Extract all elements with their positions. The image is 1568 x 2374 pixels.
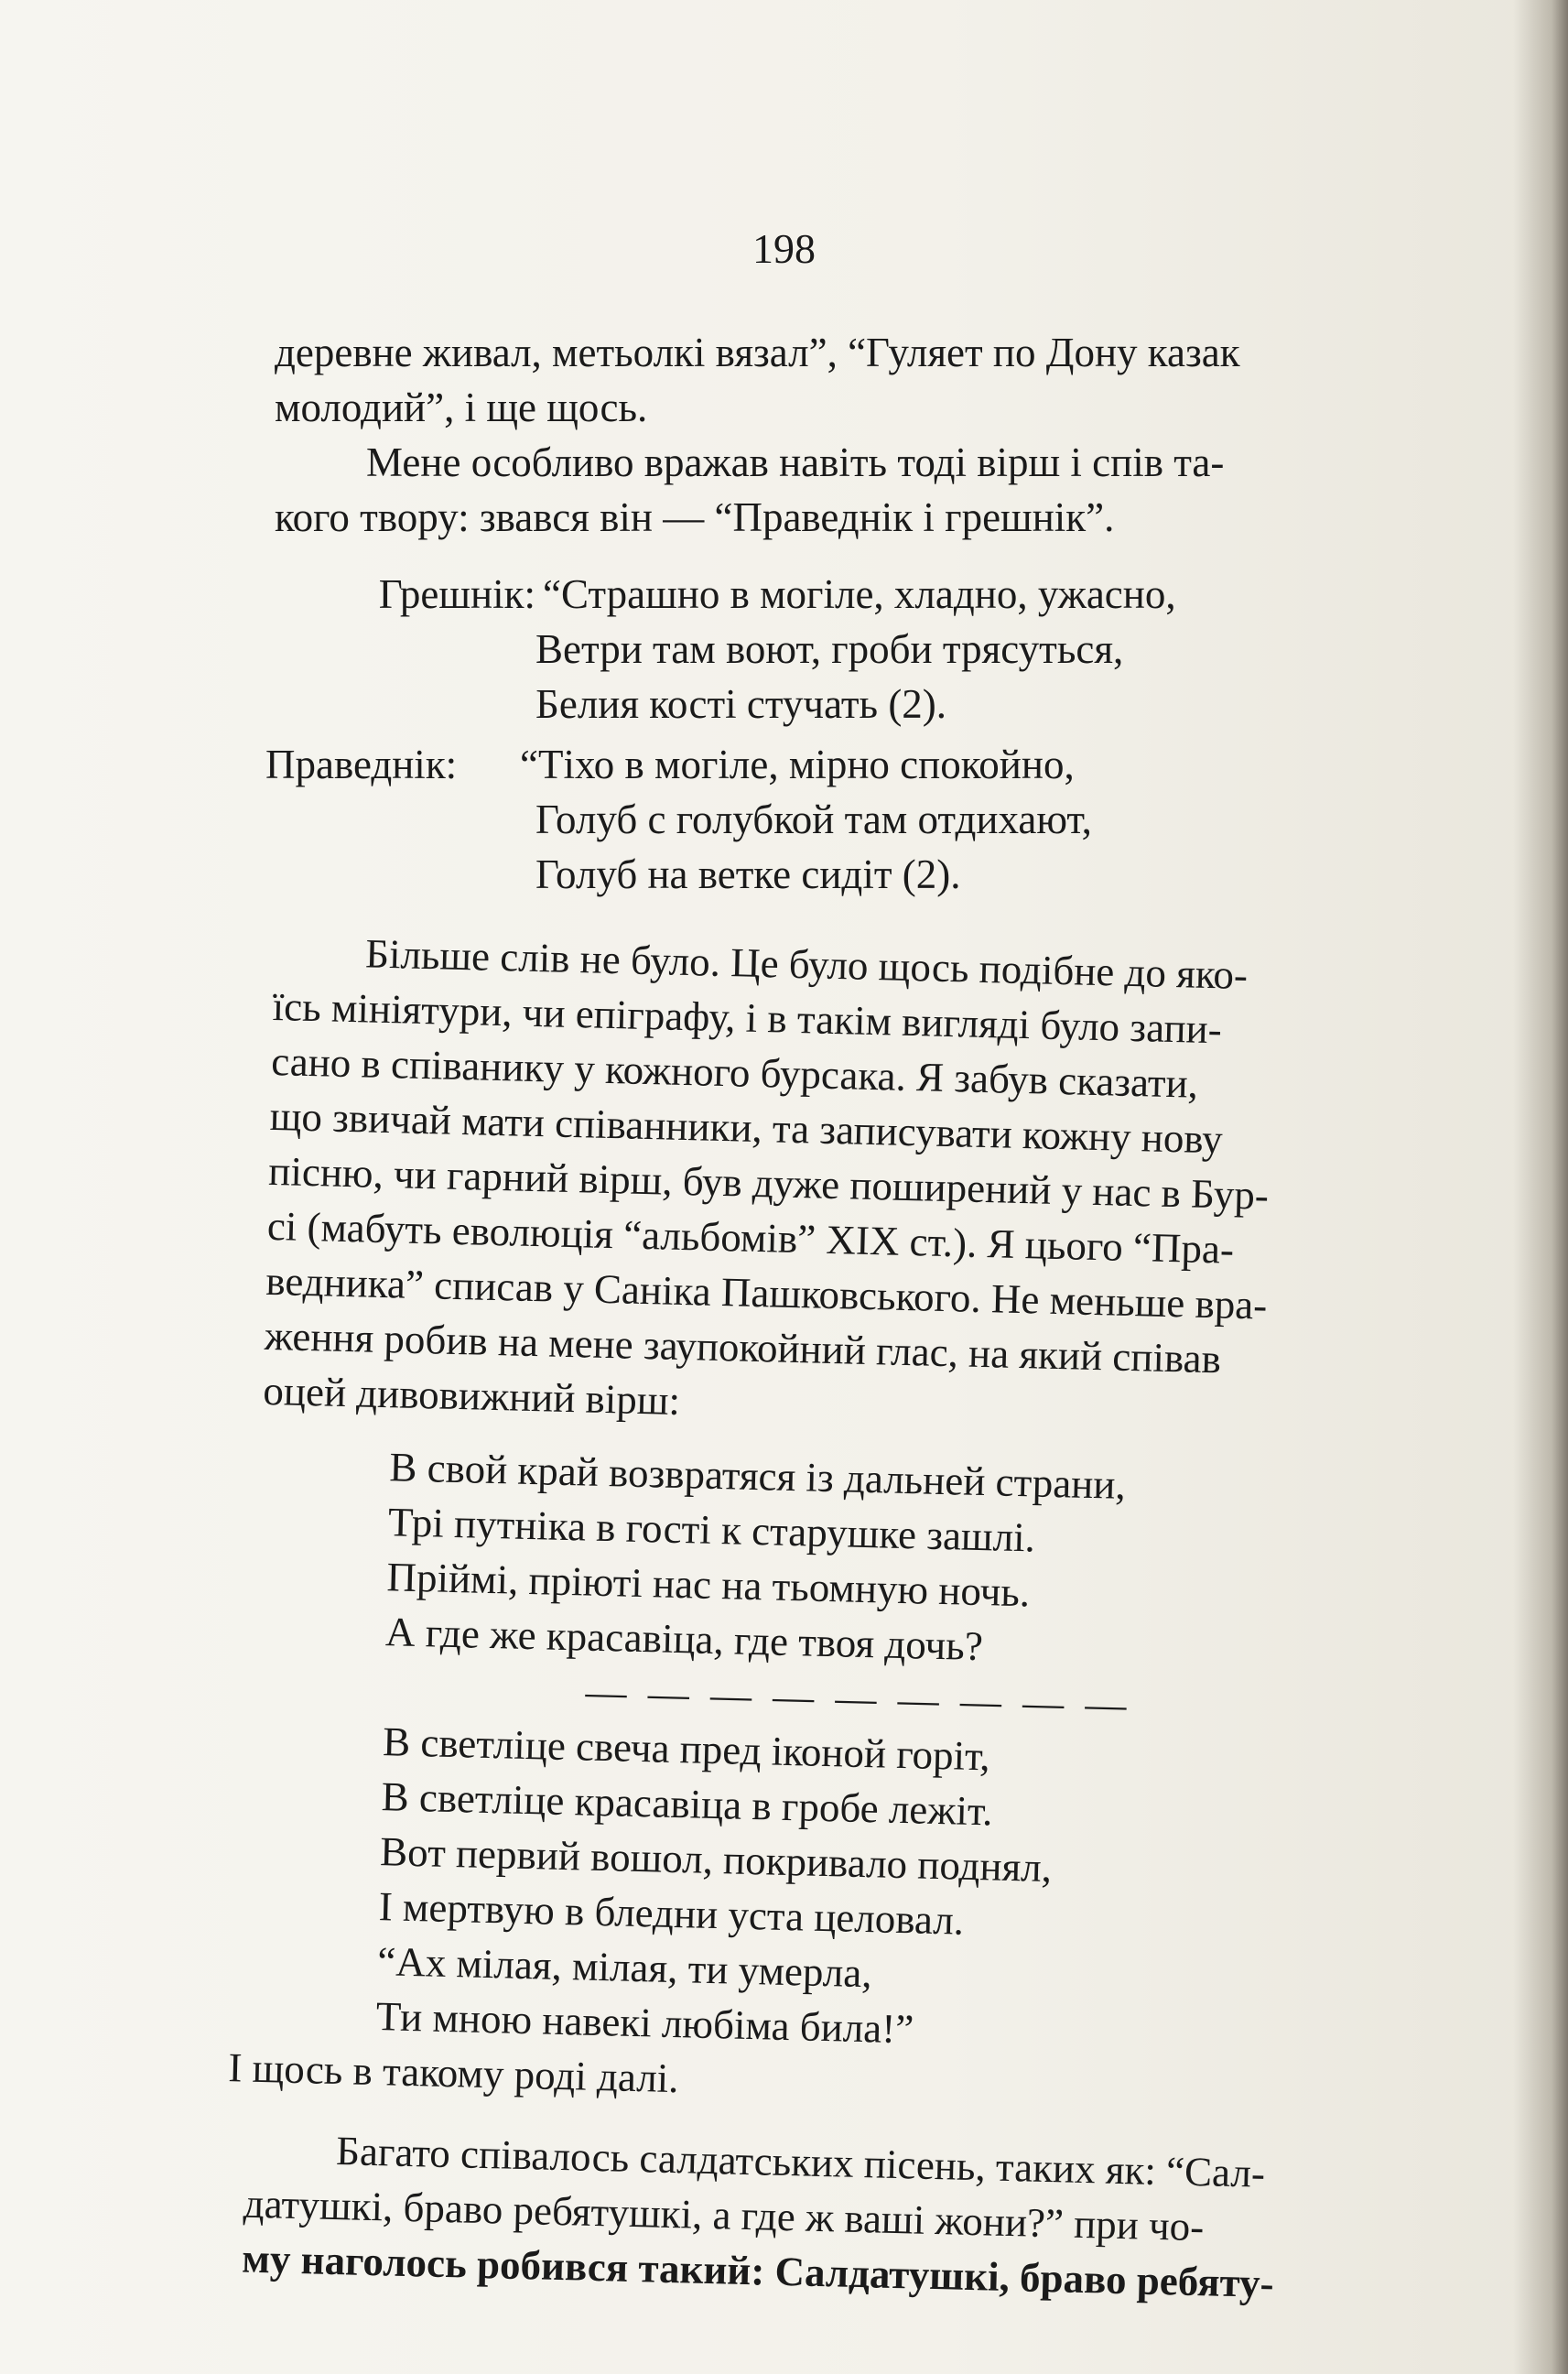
text-line: ведника” списав у Саніка Пашковського. Не меньше вра- bbox=[265, 1257, 1268, 1328]
text-line: Мене особливо вражав навіть тоді вірш і спів та- bbox=[366, 439, 1225, 485]
verse-line bbox=[275, 567, 1510, 622]
text-line: оцей дивовижний вірш: bbox=[262, 1367, 681, 1424]
page-text bbox=[227, 325, 1510, 2307]
verse-line: А где же красавіца, где твоя дочь? bbox=[384, 1609, 984, 1670]
speaker-righteous: Праведнік: bbox=[265, 742, 458, 787]
verse-line: “Ах мілая, мілая, ти умерла, bbox=[376, 1938, 873, 1997]
verse-line bbox=[265, 737, 1510, 792]
verse-line: В светліце красавіца в гробе лежіт. bbox=[381, 1773, 994, 1835]
text-line: деревне живал, метьолкі вязал”, “Гуляет по Дону казак bbox=[275, 330, 1240, 375]
text-line: му наголось робився такий: Салдатушкі, браво ребяту- bbox=[241, 2235, 1275, 2307]
poem-stanza-2 bbox=[247, 1711, 1490, 2071]
paragraph-3 bbox=[263, 924, 1510, 1448]
text-line: що звичай мати співанники, та записувати кожну нову bbox=[269, 1092, 1224, 1163]
text-line: їсь мініятури, чи епіграфу, і в такім вигляді було запи- bbox=[272, 982, 1223, 1053]
text-line: сано в співанику у кожного бурсака. Я забув сказати, bbox=[270, 1037, 1199, 1107]
stanza-divider: — — — — — — — — — bbox=[585, 1668, 1133, 1729]
page-number: 198 bbox=[752, 225, 816, 272]
text-line: Багато співалось салдатських пісень, таких як: “Сал- bbox=[335, 2128, 1266, 2196]
text-line: датушкі, браво ребятушкі, а где ж ваші жони?” при чо- bbox=[243, 2180, 1205, 2250]
paragraph-4 bbox=[242, 2121, 1481, 2316]
verse-line: Ветри там воют, гроби трясуться, bbox=[535, 626, 1124, 672]
verse-line: Трі путніка в гості к старушке зашлі. bbox=[387, 1499, 1036, 1561]
verse-line: І мертвую в бледни уста целовал. bbox=[378, 1883, 965, 1944]
text-line: пісню, чи гарний вірш, був дуже поширений у нас в Бур- bbox=[267, 1147, 1270, 1219]
verse-text: “Страшно в могіле, хладно, ужасно, bbox=[543, 571, 1176, 617]
verse-line: В свой край возвратяся із дальней страни, bbox=[388, 1444, 1127, 1508]
paragraph-2 bbox=[275, 435, 1510, 545]
verse-text: “Тіхо в могіле, мірно спокойно, bbox=[520, 742, 1075, 787]
poem-stanza-1 bbox=[256, 1436, 1497, 1686]
verse-line: В светліце свеча пред іконой горіт, bbox=[382, 1718, 991, 1780]
text-line: ження робив на мене заупокойний глас, на який співав bbox=[264, 1312, 1222, 1382]
speaker-sinner: Грешнік: bbox=[378, 571, 535, 617]
closing-line: І щось в такому роді далі. bbox=[227, 2044, 680, 2102]
verse-line: Голуб с голубкой там отдихают, bbox=[535, 797, 1092, 842]
tilted-section bbox=[227, 924, 1510, 2316]
verse-line: Ти мною навекі любіма била!” bbox=[375, 1993, 914, 2053]
text-line: кого твору: звався він — “Праведнік і грешнік”. bbox=[275, 494, 1115, 540]
text-line: молодий”, і ще щось. bbox=[275, 385, 648, 430]
verse-line: Голуб на ветке сидіт (2). bbox=[535, 851, 961, 897]
book-spine-shadow bbox=[1513, 0, 1568, 2374]
dialogue-verse bbox=[265, 567, 1510, 902]
verse-line: Вот первий вошол, покривало поднял, bbox=[379, 1828, 1053, 1892]
verse-line: Пріймі, пріюті нас на тьомную ночь. bbox=[386, 1554, 1031, 1616]
paragraph-1 bbox=[275, 325, 1510, 435]
text-line: Більше слів не було. Це було щось подібне до яко- bbox=[364, 930, 1249, 998]
verse-line: Белия кості стучать (2). bbox=[535, 681, 947, 727]
text-line: сі (мабуть еволюція “альбомів” XIX ст.). Я цього “Пра- bbox=[266, 1202, 1235, 1273]
